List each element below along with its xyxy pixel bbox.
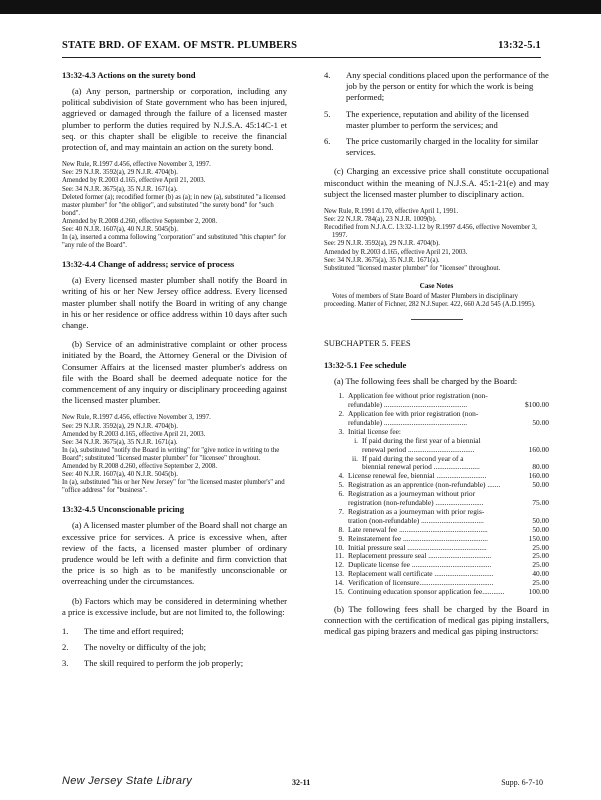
fee-label: Registration as an apprentice (non-refundable) ....... [348, 480, 501, 490]
history-note: In (a), substituted "his or her New Jersey" for "the licensed master plumber's" and "office address" for "business". [62, 479, 285, 495]
fee-label: Verification of licensure........................................ [348, 578, 494, 588]
fee-label: biennial renewal period ......................... [362, 462, 480, 472]
list-text: Any special conditions placed upon the performance of the job by the person or entity for which the work is being performed; [346, 70, 549, 103]
fee-amount: 40.00 [532, 569, 549, 579]
fee-amount: 50.00 [532, 417, 549, 427]
fee-number: 6. [338, 489, 344, 499]
page-number: 32-11 [292, 778, 311, 787]
list-number: 6. [324, 136, 331, 147]
list-item [62, 626, 287, 637]
paragraph-4-5-a: (a) A licensed master plumber of the Board shall not charge an excessive price for services. A price is excessive when, after review of the facts, a licensed master plumber of ordinary prudence would be left with a definite and firm conviction that the price is so high as to be manifestly unconscionable or overreaching under the circumstances. [62, 520, 287, 587]
factor-list-continued [324, 70, 549, 158]
running-header-title: STATE BRD. OF EXAM. OF MSTR. PLUMBERS [62, 40, 298, 51]
fee-number: 15. [334, 587, 344, 597]
fee-number: i. [354, 435, 358, 445]
list-item [62, 642, 287, 653]
paragraph-4-3-a: (a) Any person, partnership or corporation, including any political subdivision of State government who has been injured, aggrieved or damaged through the failure of a licensed master plumber to perform the duties required by N.J.S.A. 45:14C-1 et seq. or this chapter shall be eligible to receive the financial protection of, and may maintain an action on the surety bond. [62, 86, 287, 153]
fee-number: 11. [335, 551, 344, 561]
fee-label: Initial license fee: [348, 426, 401, 436]
list-number: 2. [62, 642, 69, 653]
list-number: 1. [62, 626, 69, 637]
section-heading-4-5: 13:32-4.5 Unconscionable pricing [62, 504, 184, 515]
subchapter-heading: SUBCHAPTER 5. FEES [324, 337, 411, 348]
fee-number: 10. [334, 542, 344, 552]
fee-amount: 50.00 [532, 480, 549, 490]
fee-number: 5. [338, 480, 344, 490]
fee-number: 1. [338, 391, 344, 401]
history-note: Deleted former (a); recodified former (b) as (a); in new (a), substituted "a licensed master plumber" for "the obligor", and substituted "the surety bond" for "such bond". [62, 193, 286, 217]
fee-label: Reinstatement fee .............................................. [348, 533, 488, 543]
list-item [324, 136, 549, 158]
list-item [62, 658, 287, 669]
fee-label: Registration as a journeyman with prior regis- [348, 506, 485, 516]
history-note: Amended by R.2003 d.165, effective April 21, 2003. [62, 430, 206, 438]
fee-label: If paid during the second year of a [362, 453, 464, 463]
list-item [324, 70, 549, 104]
history-note: Amended by R.2008 d.260, effective September 2, 2008. [62, 463, 218, 471]
fee-label: Continuing education sponsor application fee............ [348, 587, 505, 597]
fee-amount: 75.00 [532, 498, 549, 508]
fee-label: tration (non-refundable) .................................. [348, 515, 484, 525]
fee-label: Late renewal fee ................................................ [348, 524, 488, 534]
fee-number: 7. [338, 506, 344, 516]
header-rule [62, 57, 541, 58]
history-notes-4-5 [324, 208, 549, 273]
fee-amount: $100.00 [524, 400, 549, 410]
list-number: 4. [324, 70, 331, 80]
list-text: The skill required to perform the job properly; [84, 658, 244, 669]
history-note: See: 22 N.J.R. 784(a), 23 N.J.R. 1009(b). [324, 216, 437, 224]
fee-label: Application fee with prior registration (non- [348, 408, 479, 418]
fee-row [324, 588, 549, 597]
list-number: 3. [62, 658, 69, 669]
fee-label: refundable) ............................................. [348, 417, 468, 427]
fee-amount: 25.00 [532, 560, 549, 570]
fee-label: Application fee without prior registration (non- [348, 391, 488, 401]
fee-number: 13. [334, 569, 344, 579]
paragraph-4-4-b: (b) Service of an administrative complaint or other process initiated by the Board, the Attorney General or the Division of Consumer Affairs at the licensed master plumber's address on file with the Board shall be deemed adequate notice for the commencement of any inquiry or disciplinary proceeding against the licensed master plumber. [62, 339, 287, 406]
history-notes-4-4 [62, 414, 287, 495]
history-note: See: 34 N.J.R. 3675(a), 35 N.J.R. 1671(a). [62, 185, 178, 193]
history-note: See: 29 N.J.R. 3592(a), 29 N.J.R. 4704(b). [62, 422, 178, 430]
fee-label: Replacement pressure seal .................................. [348, 551, 492, 561]
paragraph-4-5-c: (c) Charging an excessive price shall constitute occupational misconduct within the meaning of N.J.S.A. 45:1-21(e) and may subject the licensed master plumber to disciplinary action. [324, 166, 549, 199]
section-heading-4-3: 13:32-4.3 Actions on the surety bond [62, 70, 196, 80]
history-note: See: 34 N.J.R. 3675(a), 35 N.J.R. 1671(a). [62, 438, 178, 446]
fee-amount: 50.00 [532, 524, 549, 534]
history-note: Recodified from N.J.A.C. 13:32-1.12 by R.1997 d.456, effective November 3, 1997. [324, 224, 537, 240]
fee-number: 12. [334, 560, 344, 570]
fee-label: refundable) ............................................. [348, 400, 468, 410]
fee-number: 14. [334, 578, 344, 588]
fee-number: ii. [352, 453, 358, 463]
section-heading-4-4: 13:32-4.4 Change of address; service of process [62, 259, 235, 270]
case-notes-text: Votes of members of State Board of Master Plumbers in disciplinary proceeding. Matter of Fichner, 282 N.J.Super. 422, 660 A.2d 545 (A.D.1995). [324, 292, 536, 308]
fee-number: 9. [338, 533, 344, 543]
fee-label: License renewal fee, biennial ........................... [348, 471, 487, 481]
list-text: The price customarily charged in the locality for similar services. [346, 136, 539, 158]
fee-amount: 150.00 [528, 533, 549, 543]
fee-amount: 25.00 [532, 551, 549, 561]
paragraph-4-5-b: (b) Factors which may be considered in determining whether a price is excessive include, but are not limited to, the following: [62, 595, 287, 617]
running-header-section: 13:32-5.1 [498, 40, 541, 51]
list-text: The novelty or difficulty of the job; [84, 642, 207, 653]
history-note: Amended by R.2008 d.260, effective September 2, 2008. [62, 217, 218, 225]
fee-label: Initial pressure seal ........................................... [348, 542, 487, 552]
fee-amount: 80.00 [532, 462, 549, 472]
fee-amount: 50.00 [532, 515, 549, 525]
history-note: In (a), inserted a comma following "corporation" and substituted "this chapter" for "any rule of the Board". [62, 234, 287, 250]
list-item [324, 109, 549, 131]
fee-number: 2. [338, 408, 344, 418]
history-note: See: 34 N.J.R. 3675(a), 35 N.J.R. 1671(a). [324, 256, 440, 264]
history-note: In (a), substituted "notify the Board in writing" for "give notice in writing to the Board"; substituted "licensed master plumber" for "licensee" throughout. [62, 446, 280, 462]
history-note: Substituted "licensed master plumber" for "licensee" throughout. [324, 264, 501, 272]
factor-list [62, 626, 287, 670]
fee-number: 3. [338, 426, 344, 436]
fee-number: 8. [338, 524, 344, 534]
case-notes-heading: Case Notes [419, 281, 454, 290]
list-number: 5. [324, 108, 331, 119]
fee-amount: 100.00 [528, 587, 549, 597]
supplement-date: Supp. 6-7-10 [501, 778, 543, 787]
paragraph-4-4-a: (a) Every licensed master plumber shall notify the Board in writing of his or her New Jersey office address. Every licensed master plumber shall notify the Board in writing of any change in his or her residence or office address within 10 days after such change. [62, 275, 287, 331]
fee-schedule [324, 392, 549, 597]
history-note: See: 40 N.J.R. 1607(a), 40 N.J.R. 5045(b). [62, 471, 178, 479]
fee-label: If paid during the first year of a biennial [362, 435, 481, 445]
history-note: New Rule, R.1997 d.456, effective November 3, 1997. [62, 161, 211, 169]
history-notes-4-3 [62, 161, 287, 250]
fee-amount: 160.00 [528, 444, 549, 454]
history-note: See: 29 N.J.R. 3592(a), 29 N.J.R. 4704(b). [324, 240, 440, 248]
history-note: See: 40 N.J.R. 1607(a), 40 N.J.R. 5045(b). [62, 225, 178, 233]
left-column [62, 70, 287, 678]
fee-label: Duplicate license fee ........................................... [348, 560, 492, 570]
section-divider [411, 319, 463, 320]
history-note: Amended by R.2003 d.165, effective April 21, 2003. [324, 248, 468, 256]
paragraph-5-1-a: (a) The following fees shall be charged by the Board: [334, 375, 518, 386]
fee-label: registration (non-refundable) .......................... [348, 498, 484, 508]
history-note: Amended by R.2003 d.165, effective April 21, 2003. [62, 177, 206, 185]
fee-label: Replacement wall certificate ................................ [348, 569, 494, 579]
fee-label: Registration as a journeyman without prior [348, 489, 476, 499]
list-text: The experience, reputation and ability of the licensed master plumber to perform the services; and [346, 108, 529, 130]
section-heading-5-1: 13:32-5.1 Fee schedule [324, 359, 407, 370]
list-text: The time and effort required; [84, 626, 184, 637]
right-column [324, 70, 549, 646]
fee-amount: 25.00 [532, 578, 549, 588]
history-note: New Rule, R.1997 d.456, effective November 3, 1997. [62, 414, 211, 422]
paragraph-5-1-b: (b) The following fees shall be charged by the Board in connection with the certification of medical gas piping installers, medical gas piping brazers and medical gas piping instructors: [324, 604, 549, 637]
library-watermark: New Jersey State Library [62, 775, 193, 787]
fee-label: renewal period .................................... [362, 444, 475, 454]
fee-amount: 25.00 [532, 542, 549, 552]
history-note: New Rule, R.1991 d.170, effective April 1, 1991. [324, 208, 459, 216]
fee-number: 4. [338, 471, 344, 481]
fee-amount: 160.00 [528, 471, 549, 481]
history-note: See: 29 N.J.R. 3592(a), 29 N.J.R. 4704(b). [62, 169, 178, 177]
top-black-bar [0, 0, 601, 14]
